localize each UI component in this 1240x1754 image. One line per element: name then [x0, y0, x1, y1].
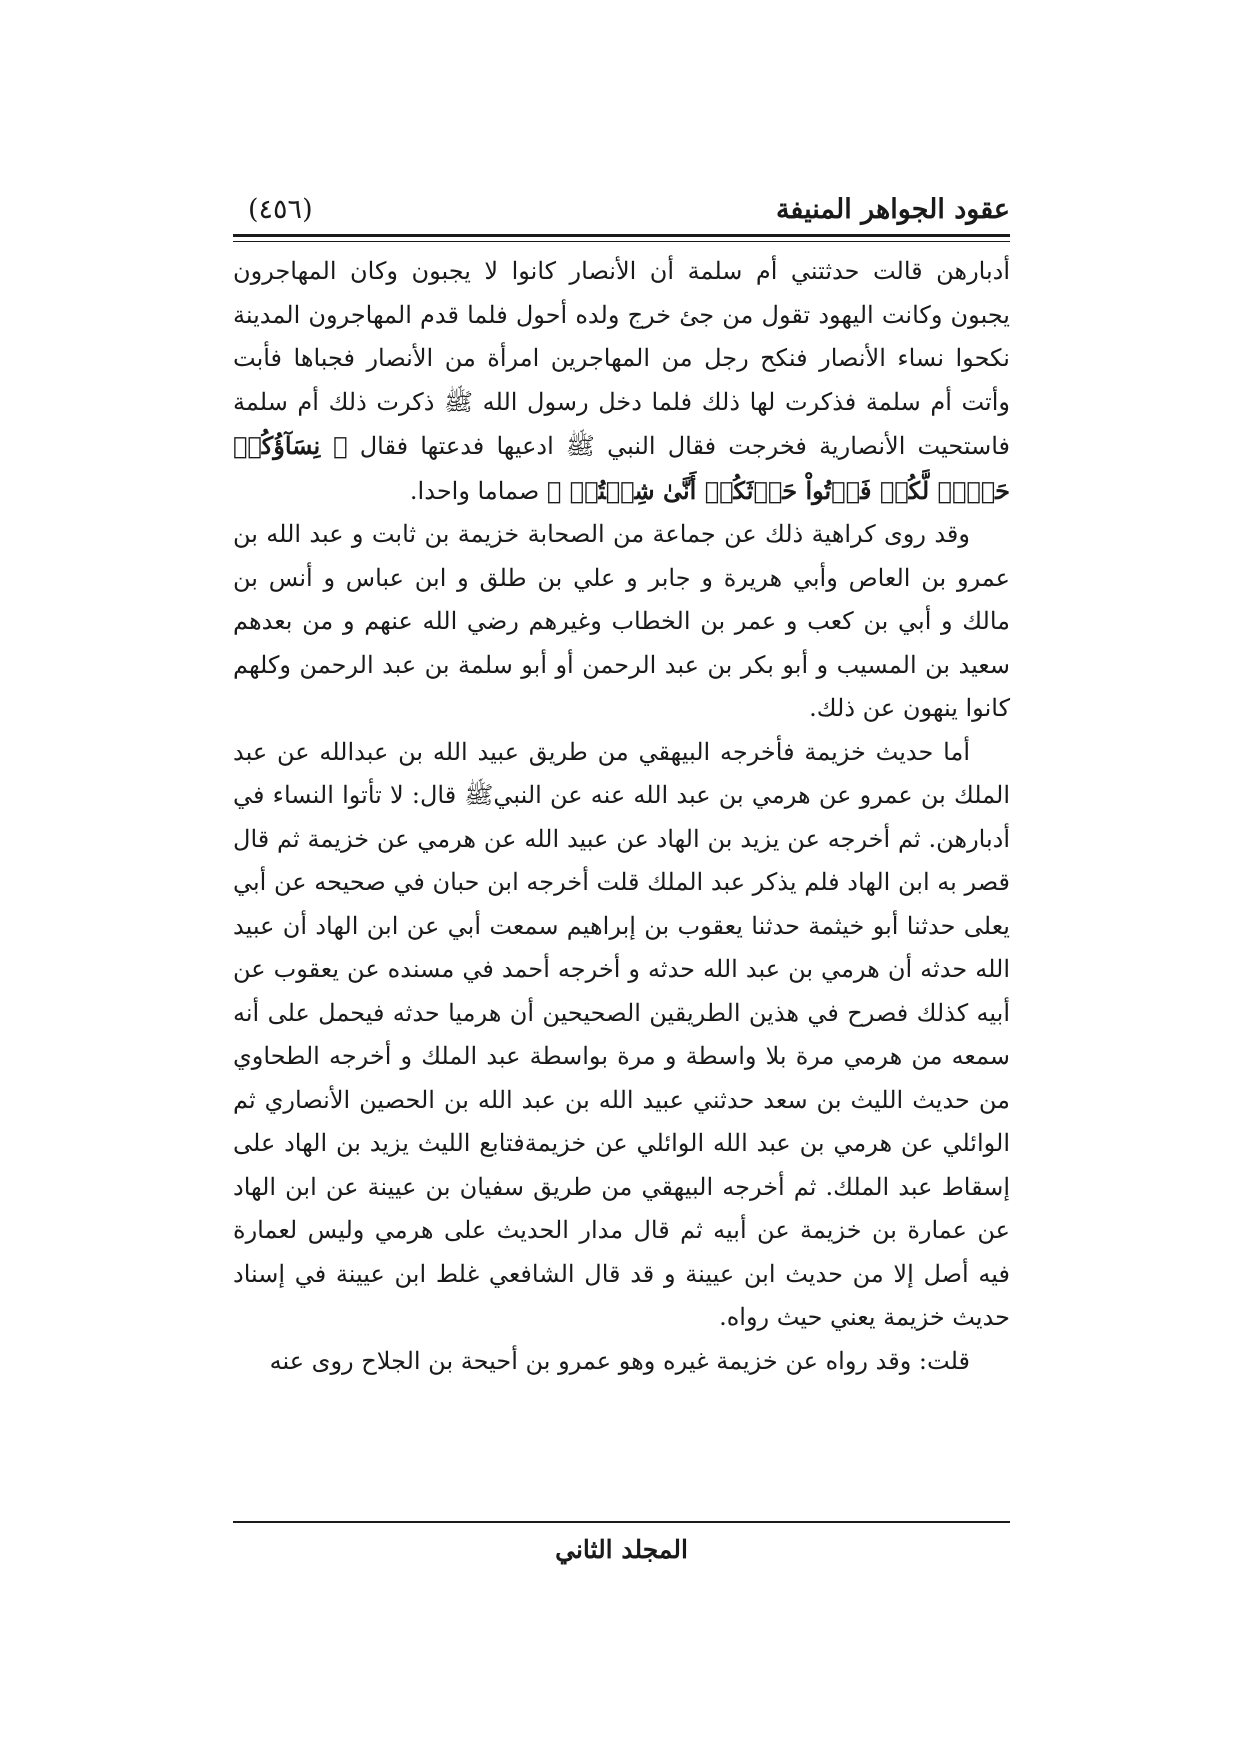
- quran-verse: ﴿ نِسَآؤُكُمۡ حَرۡثٞ لَّكُمۡ فَأۡتُواْ حَرۡثَكُمۡ أَنَّىٰ شِئۡتُمۡ ﴾: [233, 431, 1010, 505]
- paragraph-1: [233, 250, 1010, 513]
- paragraph-1-ending: صماما واحدا.: [409, 476, 540, 505]
- header-rule-thick: [233, 234, 1010, 237]
- footer-rule: [233, 1521, 1010, 1523]
- book-title: عقود الجواهر المنيفة: [775, 194, 1010, 225]
- page-number: (٤٥٦): [248, 194, 313, 225]
- header-rule-thin: [233, 241, 1010, 242]
- volume-label: المجلد الثاني: [555, 1535, 688, 1564]
- paragraph-3: أما حديث خزيمة فأخرجه البيهقي من طريق عبيد الله بن عبدالله عن عبد الملك بن عمرو عن هرمي بن عبد الله عنه عن النبيﷺ قال: لا تأتوا النساء في أدبارهن. ثم أخرجه عن يزيد بن الهاد عن عبيد الله عن هرمي عن خزيمة ثم قال قصر به ابن الهاد فلم يذكر عبد الملك قلت أخرجه ابن حبان في صحيحه عن أبي يعلى حدثنا أبو خيثمة حدثنا يعقوب بن إبراهيم سمعت أبي عن ابن الهاد أن عبيد الله حدثه أن هرمي بن عبد الله حدثه و أخرجه أحمد في مسنده عن يعقوب عن أبيه كذلك فصرح في هذين الطريقين الصحيحين أن هرميا حدثه فيحمل على أنه سمعه من هرمي مرة بلا واسطة و مرة بواسطة عبد الملك و أخرجه الطحاوي من حديث الليث بن سعد حدثني عبيد الله بن عبد الله بن الحصين الأنصاري ثم الوائلي عن هرمي بن عبد الله الوائلي عن خزيمةفتابع الليث يزيد بن الهاد على إسقاط عبد الملك. ثم أخرجه البيهقي من طريق سفيان بن عيينة عن ابن الهاد عن عمارة بن خزيمة عن أبيه ثم قال مدار الحديث على هرمي وليس لعمارة فيه أصل إلا من حديث ابن عيينة و قد قال الشافعي غلط ابن عيينة في إسناد حديث خزيمة يعني حيث رواه.: [233, 737, 1011, 1331]
- paragraph-1-text: أدبارهن قالت حدثتني أم سلمة أن الأنصار كانوا لا يجبون وكان المهاجرون يجبون وكانت اليهود تقول من جئ خرج ولده أحول فلما قدم المهاجرون المدينة نكحوا نساء الأنصار فنكح رجل من المهاجرين امرأة من الأنصار فجباها فأبت وأتت أم سلمة فذكرت لها ذلك فلما دخل رسول الله ﷺ ذكرت ذلك أم سلمة فاستحيت الأنصارية فخرجت فقال النبي ﷺ ادعيها فدعتها فقال: [233, 257, 1011, 460]
- paragraph-4: قلت: وقد رواه عن خزيمة غيره وهو عمرو بن أحيحة بن الجلاح روى عنه: [269, 1346, 970, 1375]
- main-text: [233, 250, 1010, 1383]
- page-header: [233, 188, 1010, 232]
- paragraph-2: وقد روى كراهية ذلك عن جماعة من الصحابة خزيمة بن ثابت و عبد الله بن عمرو بن العاص وأبي هريرة و جابر و علي بن طلق و ابن عباس و أنس بن مالك و أبي بن كعب و عمر بن الخطاب وغيرهم رضي الله عنهم و من بعدهم سعيد بن المسيب و أبو بكر بن عبد الرحمن أو أبو سلمة بن عبد الرحمن وكلهم كانوا ينهون عن ذلك.: [233, 520, 1010, 722]
